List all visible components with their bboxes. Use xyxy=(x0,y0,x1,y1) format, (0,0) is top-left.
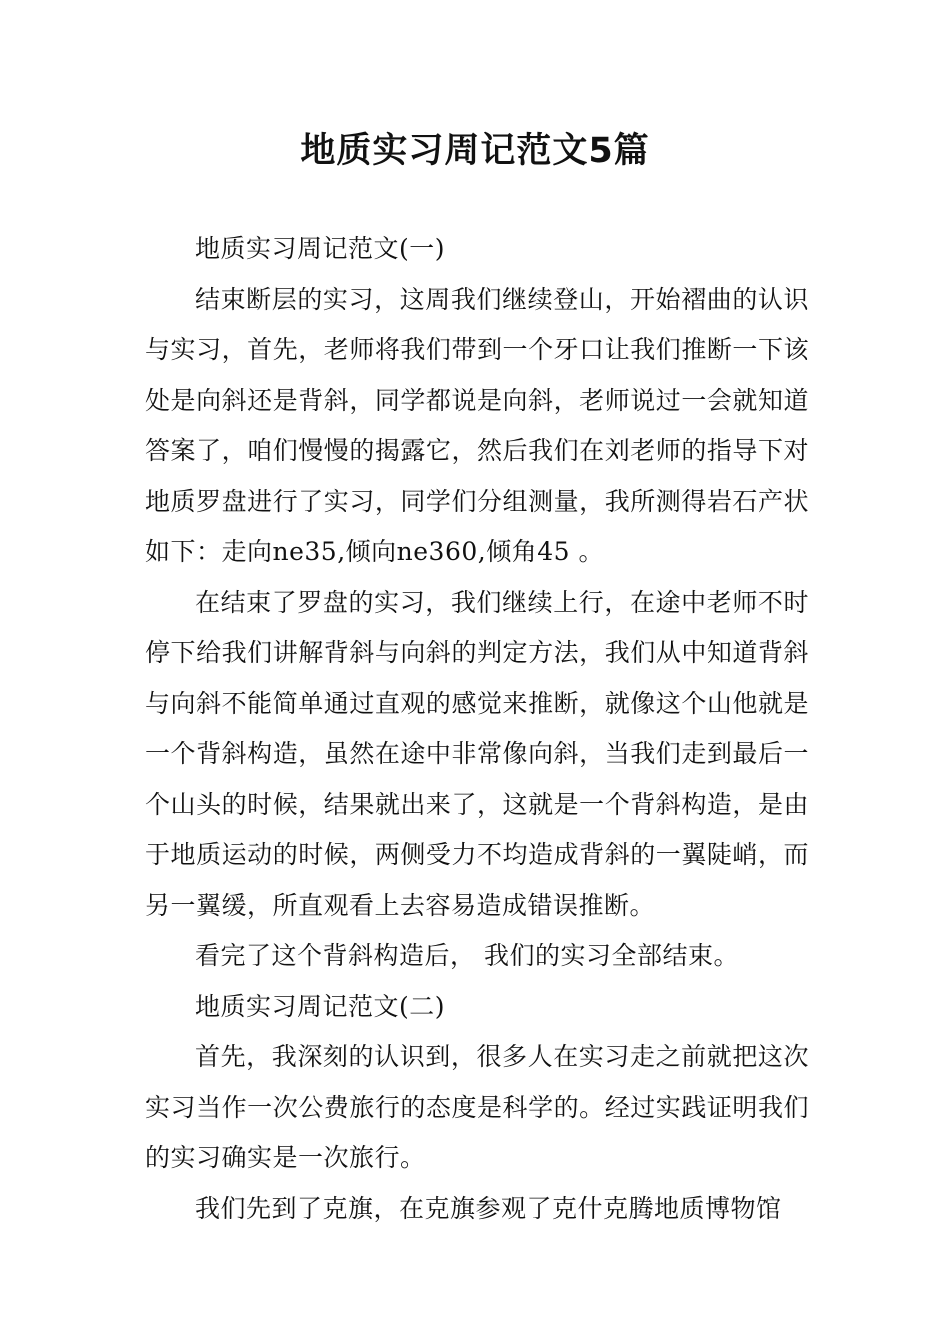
section-heading-1: 地质实习周记范文(一) xyxy=(195,234,446,263)
body-paragraph: 结束断层的实习，这周我们继续登山，开始褶曲的认识与实习，首先，老师将我们带到一个牙口让我们推断一下该处是向斜还是背斜，同学都说是向斜，老师说过一会就知道答案了，咱们慢慢的揭露它，然后我们在刘老师的指导下对地质罗盘进行了实习，同学们分组测量，我所测得岩石产状如下：走向ne35,倾向ne360,倾角45 。 xyxy=(145,284,809,566)
body-paragraph: 我们先到了克旗，在克旗参观了克什克腾地质博物馆 xyxy=(195,1193,782,1223)
document-body xyxy=(145,224,809,1234)
document-title: 地质实习周记范文5篇 xyxy=(300,131,650,171)
body-paragraph: 首先，我深刻的认识到，很多人在实习走之前就把这次实习当作一次公费旅行的态度是科学的。经过实践证明我们的实习确实是一次旅行。 xyxy=(145,1042,809,1172)
body-paragraph: 在结束了罗盘的实习，我们继续上行，在途中老师不时停下给我们讲解背斜与向斜的判定方法，我们从中知道背斜与向斜不能简单通过直观的感觉来推断，就像这个山他就是一个背斜构造，虽然在途中非常像向斜，当我们走到最后一个山头的时候，结果就出来了，这就是一个背斜构造，是由于地质运动的时候，两侧受力不均造成背斜的一翼陡峭，而另一翼缓，所直观看上去容易造成错误推断。 xyxy=(145,587,809,920)
body-paragraph: 看完了这个背斜构造后， 我们的实习全部结束。 xyxy=(195,941,739,970)
section-heading-2: 地质实习周记范文(二) xyxy=(195,991,446,1021)
